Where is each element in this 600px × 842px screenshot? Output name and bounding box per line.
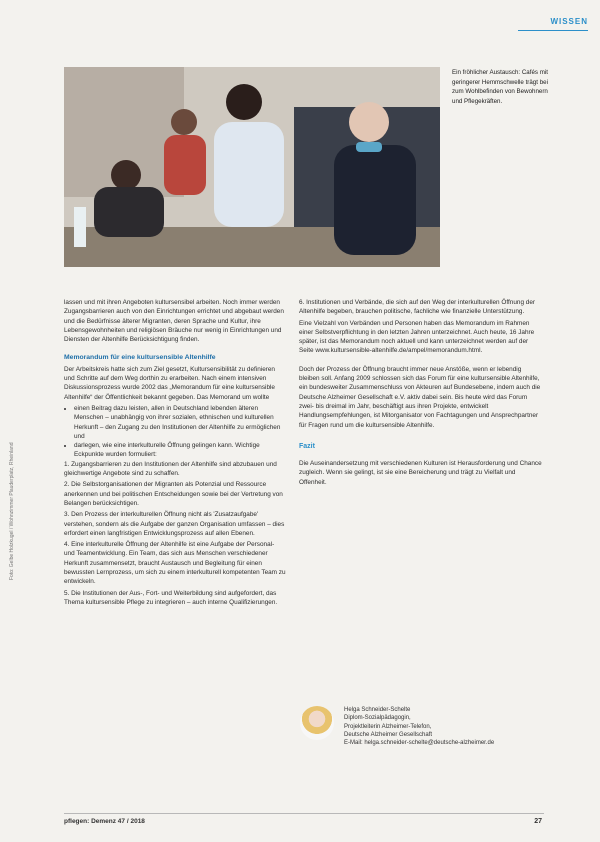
right-column xyxy=(299,298,543,489)
author-name: Helga Schneider-Schelte xyxy=(344,707,411,713)
point-item: 1. Zugangsbarrieren zu den Institutionen der Altenhilfe sind abzubauen und gleichwertige Angebote sind zu schaffen. xyxy=(64,460,277,478)
fazit-paragraph: Die Auseinandersetzung mit verschiedenen Kulturen ist Herausforderung und Chance zugleich. Wenn sie gelingt, ist sie eine Bereicherung und trägt zu Vielfalt und Offenheit. xyxy=(299,460,542,486)
author-role: Diplom-Sozialpädagogin, xyxy=(344,715,411,722)
photo-caption: Ein fröhlicher Austausch: Cafés mit geringerer Hemmschwelle trägt bei zum Wohlbefinden von Bewohnern und Pflegekräften. xyxy=(452,69,548,105)
group-photo xyxy=(64,67,440,267)
author-email[interactable]: E-Mail: helga.schneider-schelte@deutsche-alzheimer.de xyxy=(344,740,495,747)
bullet-item: • darlegen, wie eine interkulturelle Öffnung gelingen kann. Wichtige Eckpunkte wurden formuliert: xyxy=(74,441,286,460)
memorandum-subhead: Memorandum für eine kultursensible Altenhilfe xyxy=(64,354,216,362)
author-box xyxy=(300,706,545,746)
point-item: 5. Die Institutionen der Aus-, Fort- und Weiterbildung sind aufgefordert, das Thema kultursensible Pflege zu integrieren – auch interne Qualifizierungen. xyxy=(64,589,278,606)
point-item: 4. Eine interkulturelle Öffnung der Altenhilfe ist eine Aufgabe der Personal- und Teamentwicklung. Ein Team, das sich aus Menschen verschiedener Herkunft zusammensetzt, braucht Austausch und Begleitung für einen bewussten Lernprozess, um sich zu einem interkulturell kompetenten Team zu entwickeln. xyxy=(64,541,286,586)
fazit-heading: Fazit xyxy=(299,442,315,450)
point-six-paragraph: 6. Institutionen und Verbände, die sich auf den Weg der interkulturellen Öffnung der Altenhilfe begeben, brauchen politische, fachliche wie finanzielle Unterstützung. xyxy=(299,299,536,316)
bullet-list xyxy=(64,404,286,460)
signatories-paragraph: Eine Vielzahl von Verbänden und Personen haben das Memorandum im Rahmen einer Selbstverpflichtung in den letzten Jahren unterzeichnet. Auch heute, 16 Jahre später, ist das Memorandum noch aktuell und kann unterzeichnet werden auf der Seite www.kultursensible-altenhilfe.de/ampel/memorandum.html. xyxy=(299,319,535,355)
point-item: 3. Den Prozess der interkulturellen Öffnung nicht als 'Zusatzaufgabe' verstehen, sondern als die Aufgabe der ganzen Organisation umfassen – dies erfordert einen langfristigen Entwicklungsprozess auf allen Ebenen. xyxy=(64,511,285,537)
section-tag: WISSEN xyxy=(550,17,588,26)
point-item: 2. Die Selbstorganisationen der Migranten als Potenzial und Ressource anerkennen und bei politischen Entscheidungen sowie bei der Vertretung von Belangen berücksichtigen. xyxy=(64,481,283,507)
magazine-issue: pflegen: Demenz 47 / 2018 xyxy=(64,818,145,825)
page-number: 27 xyxy=(534,818,542,825)
photo-illustration xyxy=(64,67,440,267)
intro-paragraph: lassen und mit ihren Angeboten kultursensibel arbeiten. Noch immer werden Zugangsbarrieren auch von den Einrichtungen errichtet und abgebaut werden und die Bedürfnisse älterer Migranten, deren Sprache und Kultur, ihre Lebensgewohnheiten und religiösen Bräuche nur wenig in Einrichtungen und Diensten der Altenhilfe Berücksichtigung finden. xyxy=(64,299,284,344)
author-organisation: Deutsche Alzheimer Gesellschaft xyxy=(344,731,433,738)
author-project: Projektleiterin Alzheimer-Telefon, xyxy=(344,723,432,730)
author-portrait xyxy=(300,706,334,740)
forum-paragraph: Doch der Prozess der Öffnung braucht immer neue Anstöße, wenn er lebendig bleiben soll. Anfang 2009 schlossen sich das Forum für eine kultursensible Altenhilfe, ein bundesweiter Zusammenschluss von Akteuren auf Bundesebene, indem auch die Deutsche Alzheimer Gesellschaft e.V. aktiv dabei sein. Bis heute wird das Forum zwei- bis dreimal im Jahr, beschäftigt aus ihren Projekte, entwickelt Handlungsempfehlungen, ist Mitorganisator von Fachtagungen und Ansprechpartner für Fragen rund um die kultursensible Altenhilfe. xyxy=(299,365,541,429)
bullet-item: • einen Beitrag dazu leisten, allen in Deutschland lebenden älteren Menschen – unabhängig von ihrer sozialen, ethnischen und kulturellen Herkunft – den Zugang zu den Institutionen der Altenhilfe zu ermöglichen und xyxy=(74,404,286,441)
left-column xyxy=(64,298,286,609)
author-details xyxy=(344,706,494,747)
footer-divider xyxy=(64,813,544,814)
section-rule xyxy=(518,30,588,31)
photo-credit: Foto: Gelbe Holzkugel / Wohnzimmer Plauderplatz, Rheinland xyxy=(9,442,15,580)
memorandum-paragraph: Der Arbeitskreis hatte sich zum Ziel gesetzt, Kultursensibilität zu definieren und Schritte auf dem Weg dorthin zu erarbeiten. Nach einem intensiven Diskussionsprozess wurde 2002 das „Memorandum für eine kultursensible Altenhilfe“ der Öffentlichkeit bekannt gegeben. Das Memorand um wollte xyxy=(64,365,275,401)
